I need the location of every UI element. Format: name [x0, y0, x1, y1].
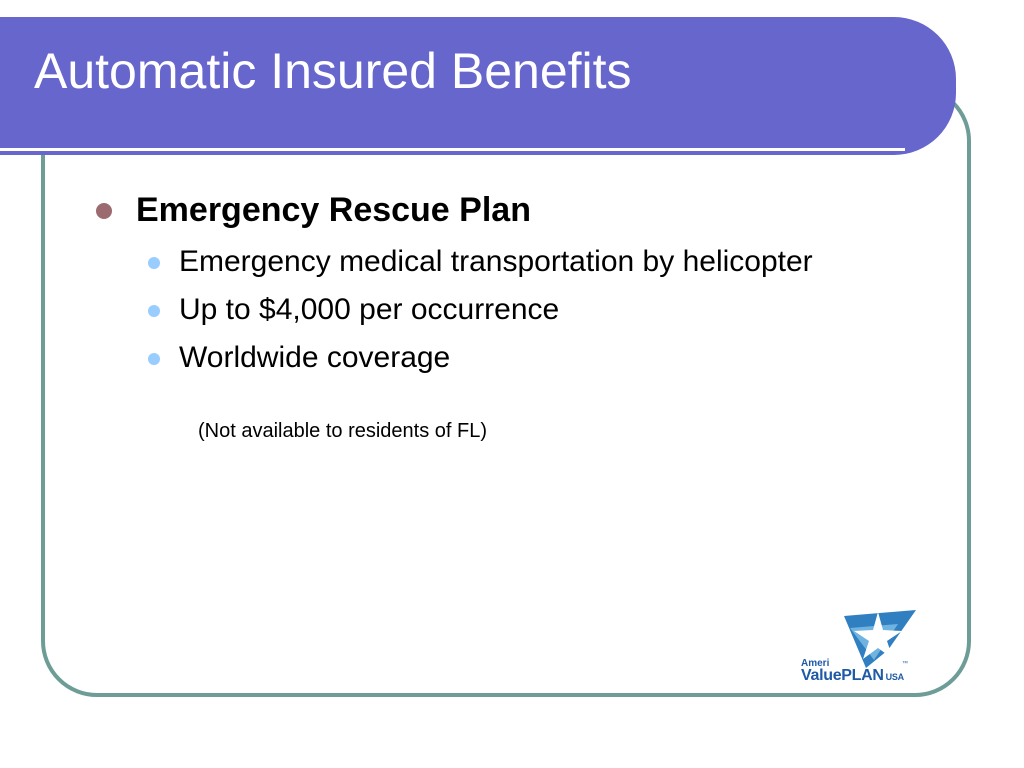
logo-prefix: Ameri	[801, 658, 830, 669]
logo-name: ValuePLAN	[801, 667, 884, 684]
slide-content	[96, 188, 956, 386]
logo-wordmark	[801, 667, 904, 685]
sub-bullet-dot-icon	[148, 257, 160, 269]
sub-bullet-list	[96, 242, 956, 386]
bullet-item-level1	[96, 188, 956, 234]
sub-bullet-item	[96, 242, 956, 290]
title-underline	[0, 148, 905, 151]
company-logo	[798, 610, 928, 690]
bullet-dot-icon	[96, 203, 112, 219]
logo-trademark: ™	[902, 661, 908, 667]
footnote: (Not available to residents of FL)	[198, 420, 488, 442]
logo-suffix: USA	[885, 672, 904, 682]
sub-bullet-item	[96, 338, 956, 386]
content-frame	[41, 85, 971, 697]
bullet-heading: Emergency Rescue Plan	[136, 191, 531, 229]
sub-bullet-dot-icon	[148, 353, 160, 365]
slide-title: Automatic Insured Benefits	[34, 43, 632, 99]
sub-bullet-text: Worldwide coverage	[179, 341, 451, 374]
sub-bullet-text: Up to $4,000 per occurrence	[179, 293, 560, 326]
sub-bullet-item	[96, 290, 956, 338]
sub-bullet-text: Emergency medical transportation by helicopter	[179, 245, 813, 278]
sub-bullet-dot-icon	[148, 305, 160, 317]
